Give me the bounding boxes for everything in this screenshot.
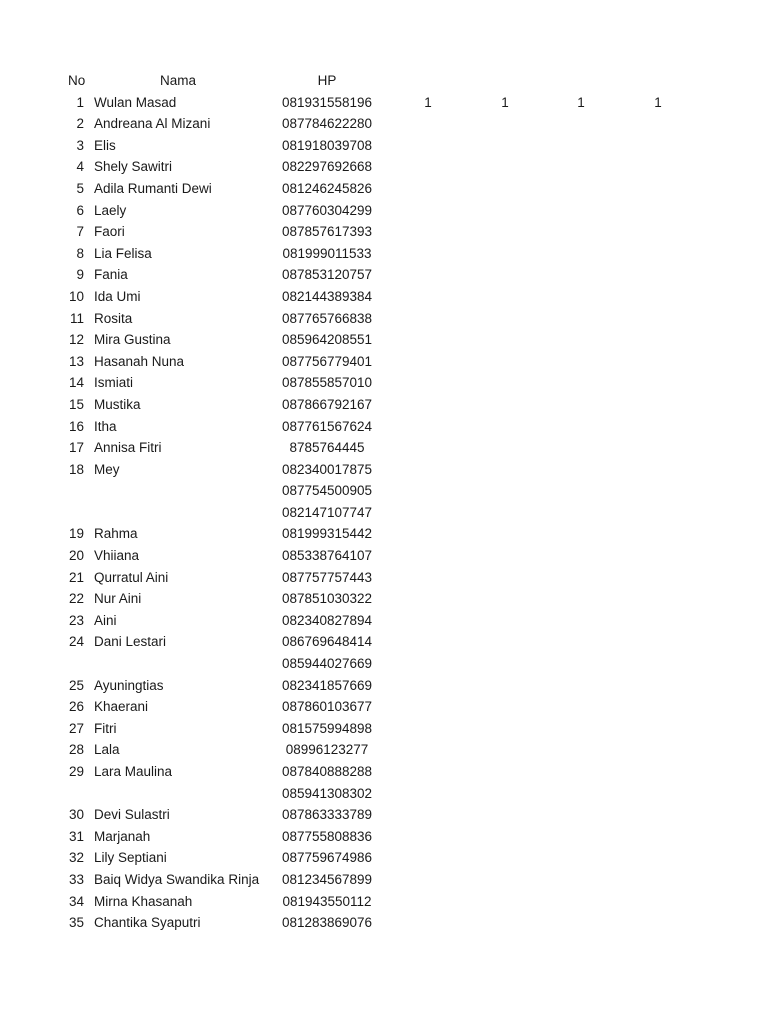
contact-sheet	[0, 70, 768, 934]
row-phone: 081943550112	[282, 893, 372, 909]
row-mark-3: 1	[577, 94, 585, 110]
table-row	[0, 308, 768, 330]
table-row	[0, 912, 768, 934]
row-number: 20	[68, 548, 84, 564]
table-row	[0, 178, 768, 200]
row-name: Rosita	[94, 310, 133, 326]
row-name: Mustika	[94, 396, 141, 412]
table-row	[0, 610, 768, 632]
row-name: Dani Lestari	[94, 634, 167, 650]
row-number: 10	[68, 288, 84, 304]
row-number: 25	[68, 677, 84, 693]
row-phone: 085941308302	[281, 785, 373, 801]
row-number: 17	[68, 440, 84, 456]
row-phone: 087840888288	[281, 764, 373, 779]
row-name: Fitri	[94, 720, 117, 736]
row-number: 8	[76, 245, 84, 261]
row-number: 34	[68, 893, 84, 909]
row-number: 6	[76, 202, 84, 218]
row-number: 16	[68, 418, 84, 434]
table-row	[0, 783, 768, 805]
row-phone: 087853120757	[281, 267, 373, 283]
row-number: 9	[76, 267, 84, 283]
row-phone: 087759674986	[281, 850, 373, 866]
row-number: 23	[68, 612, 84, 628]
table-row	[0, 437, 768, 459]
row-number: 11	[69, 310, 84, 326]
table-row	[0, 372, 768, 394]
row-name: Fania	[94, 267, 128, 283]
table-row	[0, 329, 768, 351]
row-phone: 081234567899	[281, 871, 373, 887]
table-row	[0, 523, 768, 545]
row-number: 30	[68, 807, 84, 823]
row-phone: 081999315442	[281, 526, 373, 542]
table-row	[0, 502, 768, 524]
table-row	[0, 761, 768, 783]
table-row	[0, 459, 768, 481]
table-row	[0, 588, 768, 610]
row-phone: 087857617393	[281, 224, 373, 240]
row-phone: 086769648414	[281, 634, 373, 650]
table-row	[0, 631, 768, 653]
row-number: 32	[68, 850, 84, 866]
row-name: Annisa Fitri	[94, 440, 162, 456]
row-mark-1: 1	[424, 94, 432, 110]
row-mark-4: 1	[654, 94, 662, 110]
row-name: Qurratul Aini	[94, 569, 169, 585]
row-phone: 081283869076	[281, 915, 373, 931]
row-number: 18	[68, 461, 84, 477]
row-number: 26	[68, 699, 84, 715]
row-phone: 081575994898	[281, 720, 373, 736]
row-name: Devi Sulastri	[94, 807, 170, 823]
table-row	[0, 826, 768, 848]
row-name: Mey	[94, 461, 120, 477]
row-phone: 087754500905	[281, 483, 373, 499]
row-name: Elis	[94, 137, 116, 153]
row-mark-2: 1	[501, 94, 509, 110]
row-name: Lara Maulina	[94, 764, 173, 779]
row-phone: 087756779401	[281, 353, 373, 369]
row-phone: 082340017875	[281, 461, 373, 477]
row-phone: 085944027669	[281, 656, 373, 672]
row-name: Vhiiana	[94, 548, 140, 564]
row-phone: 081999011533	[282, 245, 372, 261]
table-row	[0, 847, 768, 869]
table-row	[0, 696, 768, 718]
table-row	[0, 804, 768, 826]
row-number: 28	[68, 742, 84, 758]
row-name: Shely Sawitri	[94, 159, 173, 175]
row-phone: 087851030322	[281, 591, 373, 607]
row-phone: 081918039708	[281, 137, 373, 153]
row-phone: 081246245826	[281, 180, 373, 196]
row-phone: 087866792167	[281, 396, 373, 412]
table-row	[0, 480, 768, 502]
row-name: Ayuningtias	[94, 677, 164, 693]
row-phone: 08996123277	[285, 742, 369, 758]
table-row	[0, 653, 768, 675]
header-hp: HP	[317, 73, 337, 88]
header-no: No	[68, 73, 86, 88]
row-name: Andreana Al Mizani	[94, 116, 211, 132]
row-number: 35	[68, 915, 84, 931]
row-number: 22	[68, 591, 84, 607]
table-row	[0, 545, 768, 567]
table-body	[0, 92, 768, 934]
row-number: 5	[76, 180, 84, 196]
row-phone: 087765766838	[281, 310, 373, 326]
header-nama: Nama	[159, 73, 196, 88]
table-row	[0, 869, 768, 891]
row-phone: 087860103677	[281, 699, 373, 715]
table-row	[0, 135, 768, 157]
table-row	[0, 567, 768, 589]
header-row	[0, 70, 768, 92]
row-number: 21	[68, 569, 84, 585]
row-phone: 087760304299	[281, 202, 373, 218]
row-number: 4	[76, 159, 84, 175]
row-phone: 081931558196	[281, 94, 373, 110]
table-row	[0, 243, 768, 265]
row-number: 14	[68, 375, 84, 391]
table-row	[0, 351, 768, 373]
row-name: Lily Septiani	[94, 850, 167, 866]
row-name: Baiq Widya Swandika Rinja	[94, 871, 260, 887]
row-name: Faori	[94, 224, 125, 240]
row-name: Rahma	[94, 526, 138, 542]
table-row	[0, 92, 768, 114]
row-phone: 082144389384	[281, 288, 373, 304]
row-number: 7	[76, 224, 84, 240]
row-name: Itha	[94, 418, 117, 434]
row-phone: 087761567624	[281, 418, 373, 434]
row-number: 1	[76, 94, 84, 110]
row-number: 15	[68, 396, 84, 412]
row-name: Mira Gustina	[94, 332, 171, 348]
row-name: Ida Umi	[94, 288, 141, 304]
row-number: 19	[68, 526, 84, 542]
row-number: 13	[68, 353, 84, 369]
row-name: Ismiati	[94, 375, 134, 391]
row-number: 12	[68, 332, 84, 348]
row-number: 33	[68, 871, 84, 887]
row-name: Nur Aini	[94, 591, 142, 607]
row-phone: 082147107747	[281, 504, 373, 520]
row-phone: 087863333789	[281, 807, 373, 823]
table-row	[0, 675, 768, 697]
row-name: Lala	[94, 742, 120, 758]
row-phone: 087855857010	[281, 375, 373, 391]
row-phone: 087755808836	[281, 828, 373, 844]
table-row	[0, 394, 768, 416]
row-number: 29	[68, 764, 84, 779]
row-number: 24	[68, 634, 84, 650]
row-number: 27	[68, 720, 84, 736]
row-name: Lia Felisa	[94, 245, 152, 261]
table-row	[0, 891, 768, 913]
table-row	[0, 718, 768, 740]
row-phone: 085964208551	[281, 332, 373, 348]
table-row	[0, 200, 768, 222]
row-number: 3	[76, 137, 84, 153]
row-name: Wulan Masad	[94, 94, 177, 110]
table-row	[0, 416, 768, 438]
row-number: 2	[76, 116, 84, 132]
table-row	[0, 156, 768, 178]
row-phone: 082297692668	[281, 159, 373, 175]
row-phone: 8785764445	[289, 440, 365, 456]
row-phone: 087784622280	[281, 116, 373, 132]
row-name: Adila Rumanti Dewi	[94, 180, 212, 196]
row-name: Aini	[94, 612, 117, 628]
row-number: 31	[68, 828, 84, 844]
row-phone: 082341857669	[281, 677, 373, 693]
row-name: Marjanah	[94, 828, 151, 844]
table-row	[0, 264, 768, 286]
table-row	[0, 286, 768, 308]
row-name: Mirna Khasanah	[94, 893, 193, 909]
row-phone: 087757757443	[281, 569, 373, 585]
table-row	[0, 739, 768, 761]
row-name: Laely	[94, 202, 127, 218]
table-row	[0, 113, 768, 135]
row-name: Chantika Syaputri	[94, 915, 201, 931]
row-name: Hasanah Nuna	[94, 353, 185, 369]
row-phone: 085338764107	[281, 548, 373, 564]
row-phone: 082340827894	[281, 612, 373, 628]
row-name: Khaerani	[94, 699, 149, 715]
table-row	[0, 221, 768, 243]
